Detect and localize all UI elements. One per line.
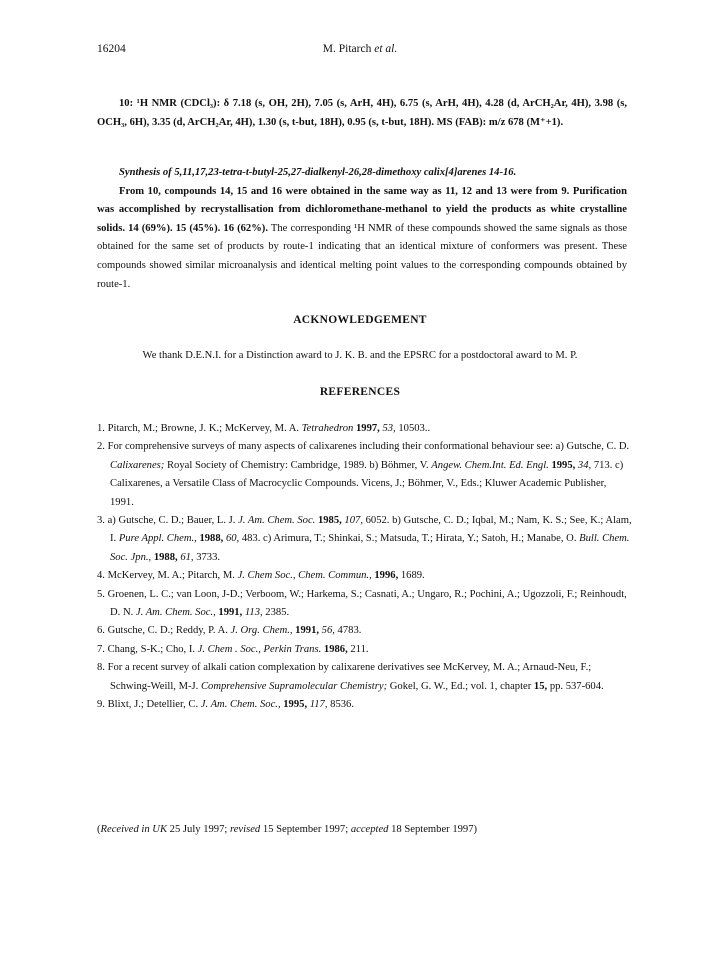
- synthesis-sentence-2: Purification was accomplished by recrystallisation from dichloromethane-methanol to yield the products as white crystalline solids.: [97, 185, 627, 234]
- yield-15: 15 (45%).: [175, 222, 221, 234]
- received-dates: (Received in UK 25 July 1997; revised 15 September 1997; accepted 18 September 1997): [97, 824, 478, 835]
- reference-item-3: [97, 512, 632, 567]
- ref-authors: Pitarch, M.; Browne, J. K.; McKervey, M. A.: [107, 423, 302, 434]
- reference-item-8: [97, 659, 632, 696]
- ref-volume: 34,: [575, 459, 592, 471]
- reference-item-6: [97, 622, 632, 640]
- ref-year: 1991,: [215, 607, 243, 619]
- ref-number: 8.: [97, 662, 105, 674]
- ref-number: 1.: [97, 423, 105, 434]
- ref-authors: For comprehensive surveys of many aspects of calixarenes including their conformational behaviour see: a) Gutsche, C. D.: [107, 441, 630, 453]
- ref-text: Royal Society of Chemistry: Cambridge, 1989. b) Böhmer, V.: [164, 459, 432, 471]
- reference-item-7: [97, 641, 632, 659]
- ref-number: 6.: [97, 625, 105, 637]
- ref-journal: J. Am. Chem. Soc.,: [135, 607, 216, 619]
- ref-pages: 4783.: [334, 625, 362, 637]
- ref-year: 1986,: [321, 643, 348, 655]
- ref-journal: J. Chem . Soc., Perkin Trans.: [197, 643, 322, 655]
- ref-journal: Pure Appl. Chem.,: [118, 533, 197, 545]
- et-al: et al.: [371, 43, 398, 55]
- ref-journal: J. Am. Chem. Soc.: [238, 515, 316, 527]
- reference-list: [97, 420, 632, 715]
- page-number: 16204: [97, 43, 126, 55]
- ref-text: 6052. b) Gutsche, C. D.; Iqbal, M.; Nam, K. S.; See, K.; Alam, I.: [110, 515, 632, 545]
- reference-item-5: [97, 586, 632, 623]
- ref-volume: 113,: [242, 607, 263, 619]
- ref-authors: For a recent survey of alkali cation complexation by calixarene derivatives see McKervey, M. A.; Arnaud-Neu, F.; Schwing-Weill, M-J.: [107, 662, 592, 692]
- accepted-label: accepted: [350, 824, 389, 835]
- ref-volume: 56,: [319, 625, 335, 637]
- ref-pages: 1689.: [398, 570, 425, 582]
- revised-date: 15 September 1997;: [260, 824, 351, 835]
- acknowledgement-text: We thank D.E.N.I. for a Distinction award to J. K. B. and the EPSRC for a postdoctoral award to M. P.: [142, 350, 578, 361]
- ref-authors: Chang, S-K.; Cho, I.: [107, 643, 198, 655]
- ref-journal: J. Am. Chem. Soc.,: [200, 699, 281, 711]
- ref-year: 1988,: [151, 551, 178, 563]
- ref-text: 713. c) Calixarenes, a Versatile Class of Macrocyclic Compounds. Vicens, J.; Böhmer, V., Eds.; Kluwer Academic Publisher, 1991.: [110, 459, 624, 508]
- reference-item-9: [97, 696, 632, 714]
- ref-volume: 61,: [177, 551, 194, 563]
- ref-year: 1995,: [280, 699, 308, 711]
- ref-volume: 60,: [223, 533, 240, 545]
- ref-chapter: 15,: [531, 680, 548, 692]
- ref-authors: Blixt, J.; Detellier, C.: [107, 699, 201, 711]
- ref-authors: Groenen, L. C.; van Loon, J-D.; Verboom, W.; Harkema, S.; Casnati, A.; Ungaro, R.; Pochini, A.; Ugozzoli, F.; Reinhoudt, D. N.: [107, 588, 627, 619]
- ref-pages: pp. 537-604.: [547, 680, 604, 692]
- ref-pages: 8536.: [327, 699, 354, 711]
- synthesis-sentence-1: From 10, compounds 14, 15 and 16 were obtained in the same way as 11, 12 and 13 were from 9.: [119, 185, 570, 197]
- ref-year: 1991,: [292, 625, 320, 637]
- ref-number: 5.: [97, 588, 105, 600]
- ref-number: 3.: [97, 515, 105, 527]
- ref-journal: Bull. Chem. Soc. Jpn.,: [110, 533, 630, 563]
- ref-journal: Angew. Chem.Int. Ed. Engl.: [431, 459, 549, 471]
- ref-authors: McKervey, M. A.; Pitarch, M.: [107, 570, 238, 582]
- accepted-date: 18 September 1997: [388, 824, 474, 835]
- running-header: [0, 43, 720, 57]
- ref-number: 4.: [97, 570, 105, 582]
- ref-number: 2.: [97, 441, 105, 453]
- ref-year: 1995,: [548, 459, 576, 471]
- ref-journal: J. Org. Chem.,: [230, 625, 293, 637]
- compound-nmr: ¹H NMR (CDCl₃): δ 7.18 (s, OH, 2H), 7.05 (s, ArH, 4H), 6.75 (s, ArH, 4H), 4.28 (d, ArCH₂Ar, 4H), 3.98 (s, OCH₃, 6H), 3.35 (d, ArCH₂Ar, 4H), 1.30 (s, t-but, 18H), 0.95 (s, t-but, 18H). MS (FAB): m/z 678 (M⁺+1).: [97, 98, 627, 128]
- ref-journal: J. Chem Soc., Chem. Commun.,: [237, 570, 372, 582]
- ref-text: 3733.: [193, 551, 221, 563]
- running-authors: [0, 43, 720, 55]
- ref-year: 1985,: [315, 515, 342, 527]
- reference-item-4: [97, 567, 632, 585]
- ref-text: Gokel, G. W., Ed.; vol. 1, chapter: [387, 680, 532, 692]
- references-heading: REFERENCES: [319, 386, 401, 398]
- compound-10-data: [97, 95, 627, 132]
- ref-year: 1997,: [353, 423, 380, 434]
- reference-item-1: [97, 420, 632, 438]
- yield-16: 16 (62%).: [223, 222, 268, 234]
- ref-authors: a) Gutsche, C. D.; Bauer, L. J.: [107, 515, 239, 527]
- ref-pages: 211.: [347, 643, 369, 655]
- ref-authors: Gutsche, C. D.; Reddy, P. A.: [107, 625, 231, 637]
- received-label: Received in UK: [100, 824, 168, 835]
- ref-volume: 107,: [341, 515, 363, 527]
- reference-item-2: [97, 438, 632, 512]
- ref-pages: 10503..: [395, 423, 431, 434]
- ref-book: Calixarenes;: [110, 459, 165, 471]
- acknowledgement-heading: ACKNOWLEDGEMENT: [293, 314, 427, 326]
- ref-book: Comprehensive Supramolecular Chemistry;: [200, 680, 388, 692]
- synthesis-title: Synthesis of 5,11,17,23-tetra-t-butyl-25,27-dialkenyl-26,28-dimethoxy calix[4]arenes 14-16.: [119, 167, 517, 178]
- ref-text: 483. c) Arimura, T.; Shinkai, S.; Matsuda, T.; Hirata, Y.; Satoh, H.; Manabe, O.: [239, 533, 580, 545]
- ref-journal: Tetrahedron: [301, 423, 354, 434]
- synthesis-section: [97, 164, 627, 294]
- ref-number: 9.: [97, 699, 105, 711]
- ref-volume: 53,: [379, 423, 396, 434]
- compound-label: 10:: [119, 98, 134, 109]
- ref-number: 7.: [97, 643, 105, 655]
- ref-year: 1988,: [196, 533, 224, 545]
- ref-volume: 117,: [307, 699, 328, 711]
- synthesis-remainder: The corresponding ¹H NMR of these compounds showed the same signals as those obtained for the same set of products by route-1 indicating that an identical mixture of conformers was present. These compounds showed similar microanalysis and identical melting point values to the corresponding compounds obtained by route-1.: [97, 222, 628, 290]
- ref-pages: 2385.: [262, 607, 290, 619]
- revised-label: revised: [230, 824, 261, 835]
- synthesis-paragraph: [97, 183, 627, 295]
- author-names: M. Pitarch: [322, 43, 372, 55]
- yield-14: 14 (69%).: [128, 222, 173, 234]
- received-date: 25 July 1997;: [167, 824, 230, 835]
- ref-year: 1996,: [371, 570, 399, 582]
